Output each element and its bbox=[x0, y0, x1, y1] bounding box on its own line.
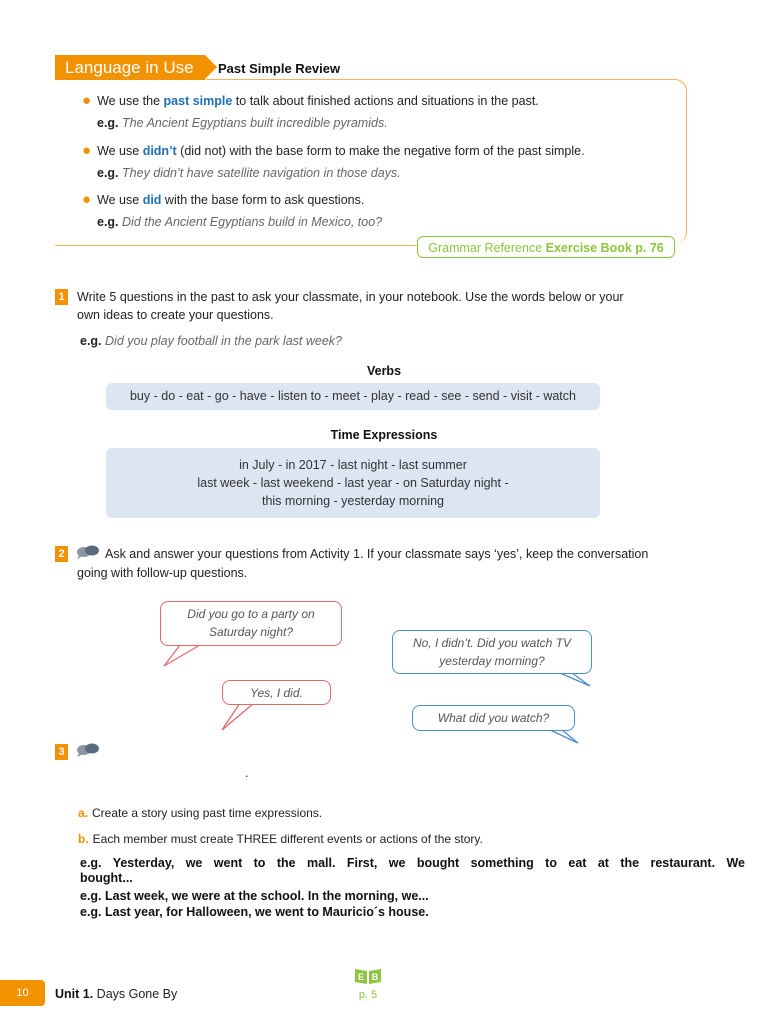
instruction-line: own ideas to create your questions. bbox=[77, 308, 274, 322]
rule-text: with the base form to ask questions. bbox=[161, 193, 365, 207]
time-expressions-box bbox=[106, 448, 600, 518]
instruction-line: Ask and answer your questions from Activity 1. If your classmate says ‘yes’, keep the conversation bbox=[105, 547, 649, 561]
rule-3 bbox=[82, 191, 364, 208]
verbs-box bbox=[106, 383, 600, 410]
verbs-list: buy - do - eat - go - have - listen to - meet - play - read - see - send - visit - watch bbox=[129, 389, 576, 403]
story-example-3: e.g. Last year, for Halloween, we went to Mauricio´s house. bbox=[80, 905, 429, 919]
eg-label: e.g. bbox=[97, 166, 119, 180]
rule-keyword: past simple bbox=[163, 94, 233, 108]
story-example-2: e.g. Last week, we were at the school. In the morning, we... bbox=[80, 889, 429, 903]
eg-text: The Ancient Egyptians built incredible pyramids. bbox=[122, 116, 388, 130]
bubble-text: What did you watch? bbox=[437, 711, 550, 725]
rule-text: to talk about finished actions and situations in the past. bbox=[232, 94, 539, 108]
rule-1 bbox=[82, 92, 539, 109]
story-line: bought... bbox=[80, 871, 133, 885]
task-text: Each member must create THREE different events or actions of the story. bbox=[92, 832, 483, 846]
language-in-use-tab: Language in Use bbox=[55, 55, 205, 80]
task-text: Create a story using past time expressions. bbox=[92, 806, 323, 820]
unit-title bbox=[55, 987, 177, 1001]
eg-label: e.g. bbox=[97, 215, 119, 229]
activity-2-instruction bbox=[105, 545, 648, 563]
bubble-text: No, I didn’t. Did you watch TV yesterday morning? bbox=[412, 636, 572, 668]
story-example-1 bbox=[80, 856, 745, 886]
bullet-dot-icon: ● bbox=[82, 92, 92, 109]
exercise-book-page: p. 5 bbox=[358, 989, 378, 1001]
bubble-text: Yes, I did. bbox=[250, 686, 303, 700]
activity-2-instruction-cont bbox=[77, 564, 247, 582]
activity-1-example bbox=[80, 332, 342, 350]
instruction-line: Write 5 questions in the past to ask your classmate, in your notebook. Use the words below or your bbox=[77, 290, 624, 304]
story-line: e.g. Yesterday, we went to the mall. First, we bought something to eat at the restaurant. We bbox=[80, 856, 745, 870]
bullet-dot-icon: ● bbox=[82, 142, 92, 159]
rule-1-example bbox=[97, 116, 388, 130]
speech-bubble-yes bbox=[222, 680, 331, 705]
activity-number: 3 bbox=[55, 744, 68, 760]
bubble-text: Did you go to a party on Saturday night? bbox=[187, 607, 315, 639]
section-subtitle: Past Simple Review bbox=[218, 61, 341, 76]
speech-bubbles-icon bbox=[76, 743, 100, 757]
stray-dot: . bbox=[245, 766, 249, 780]
rule-text: We use the bbox=[97, 94, 164, 108]
rule-keyword: didn’t bbox=[142, 144, 177, 158]
time-expressions-line: last week - last weekend - last year - on Saturday night - bbox=[197, 476, 509, 490]
eg-label: e.g. bbox=[97, 116, 119, 130]
svg-text:E: E bbox=[357, 972, 365, 982]
eg-text: Did the Ancient Egyptians build in Mexico, too? bbox=[122, 215, 383, 229]
eg-text: They didn’t have satellite navigation in those days. bbox=[122, 166, 401, 180]
time-expressions-line: in July - in 2017 - last night - last summer bbox=[239, 458, 467, 472]
rule-2 bbox=[82, 142, 585, 159]
unit-number: Unit 1. bbox=[55, 987, 94, 1001]
svg-text:B: B bbox=[371, 972, 379, 982]
eg-text: Did you play football in the park last week? bbox=[105, 334, 342, 348]
task-a bbox=[78, 806, 322, 820]
rule-keyword: did bbox=[142, 193, 162, 207]
verbs-title: Verbs bbox=[366, 364, 402, 378]
bullet-dot-icon: ● bbox=[82, 191, 92, 208]
activity-1-instruction bbox=[77, 288, 624, 324]
speech-bubbles-icon bbox=[76, 545, 100, 559]
review-box-bottom-line bbox=[55, 245, 420, 246]
speech-bubble-question bbox=[160, 601, 342, 646]
rule-3-example bbox=[97, 215, 382, 229]
speech-bubble-reply bbox=[392, 630, 592, 674]
grammar-ref-text: Grammar Reference bbox=[428, 241, 546, 255]
grammar-ref-page: Exercise Book p. 76 bbox=[545, 241, 664, 255]
exercise-book-icon bbox=[353, 967, 383, 985]
instruction-line: going with follow-up questions. bbox=[77, 566, 248, 580]
task-letter: a. bbox=[78, 806, 89, 820]
unit-name: Days Gone By bbox=[93, 987, 178, 1001]
task-b bbox=[78, 832, 483, 846]
grammar-reference-link[interactable] bbox=[417, 236, 675, 258]
rule-text: We use bbox=[97, 144, 143, 158]
rule-text: (did not) with the base form to make the negative form of the past simple. bbox=[176, 144, 585, 158]
time-expressions-line: this morning - yesterday morning bbox=[261, 494, 445, 508]
speech-bubble-follow-up bbox=[412, 705, 575, 731]
rule-text: We use bbox=[97, 193, 143, 207]
rule-2-example bbox=[97, 166, 401, 180]
task-letter: b. bbox=[78, 832, 89, 846]
activity-number: 2 bbox=[55, 546, 68, 562]
page-number: 10 bbox=[0, 980, 45, 1006]
eg-label: e.g. bbox=[80, 334, 102, 348]
activity-number: 1 bbox=[55, 289, 68, 305]
time-expressions-title: Time Expressions bbox=[330, 428, 438, 442]
